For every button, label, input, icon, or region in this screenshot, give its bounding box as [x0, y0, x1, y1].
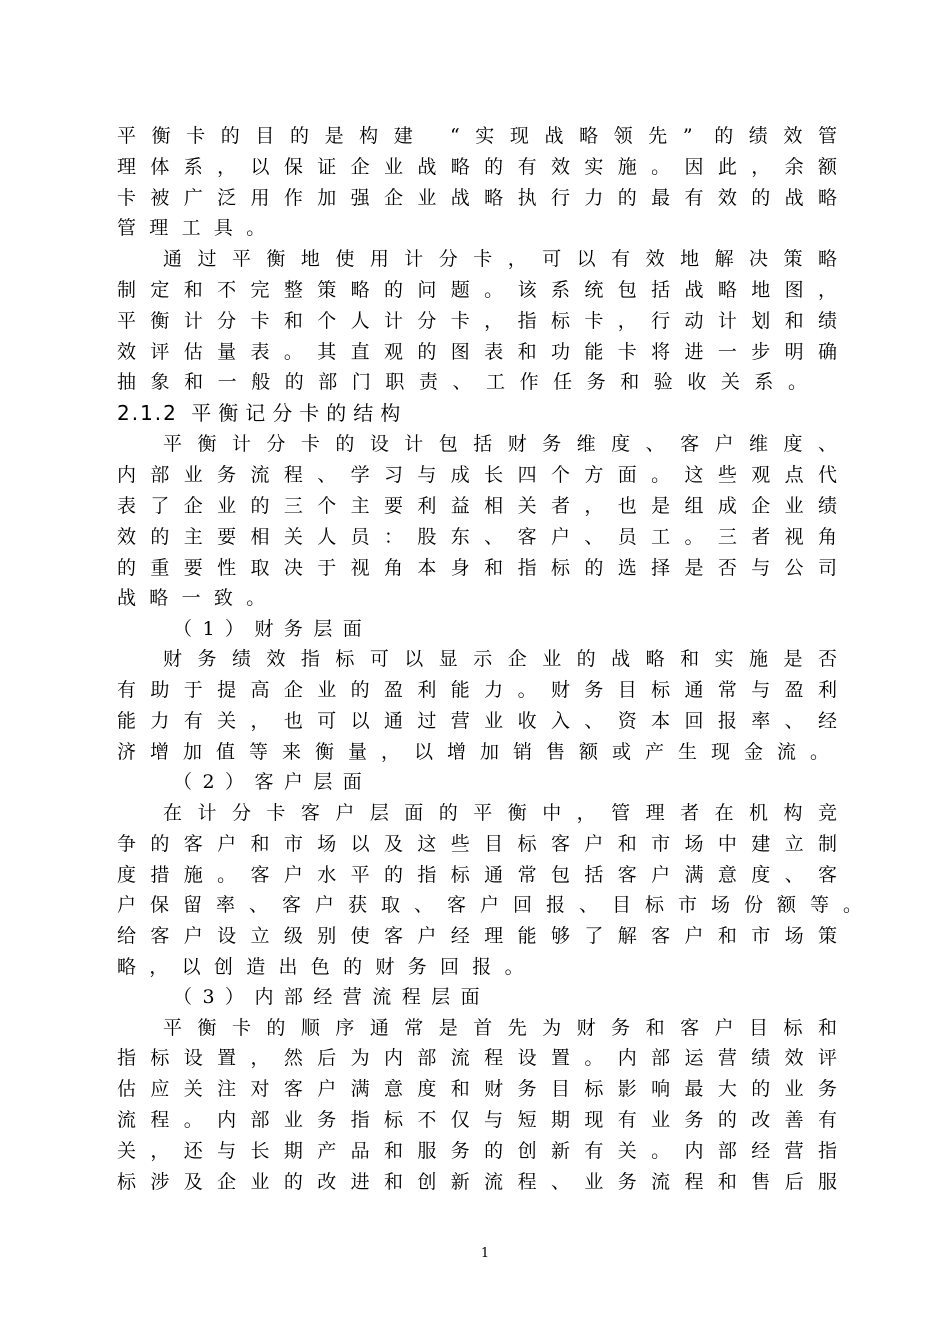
paragraph-2-line-5: 抽象和一般的部门职责、工作任务和验收关系。	[117, 371, 807, 393]
paragraph-2-line-1: 通过平衡地使用计分卡，可以有效地解决策略	[163, 248, 837, 270]
section-title: 平衡记分卡的结构	[191, 401, 408, 425]
paragraph-1-line-3: 卡被广泛用作加强企业战略执行力的最有效的战略	[117, 187, 837, 209]
paragraph-1-line-4: 管理工具。	[117, 217, 279, 239]
paragraph-5-line-5: 给客户设立级别使客户经理能够了解客户和市场策	[117, 925, 837, 947]
paragraph-5-line-4: 户保留率、客户获取、客户回报、目标市场份额等。	[117, 894, 862, 916]
paragraph-3-line-3: 表了企业的三个主要利益相关者，也是组成企业绩	[117, 495, 837, 517]
paragraph-3-line-6: 战略一致。	[117, 587, 279, 609]
paragraph-3-line-1: 平衡计分卡的设计包括财务维度、客户维度、	[163, 433, 837, 455]
paragraph-5-line-3: 度措施。客户水平的指标通常包括客户满意度、客	[117, 864, 837, 886]
paragraph-1-line-2: 理体系，以保证企业战略的有效实施。因此，余额	[117, 156, 837, 178]
paragraph-6-line-2: 指标设置，然后为内部流程设置。内部运营绩效评	[117, 1047, 837, 1069]
paragraph-3-line-5: 的重要性取决于视角本身和指标的选择是否与公司	[117, 557, 837, 579]
paragraph-5-line-6: 略，以创造出色的财务回报。	[117, 956, 537, 978]
paragraph-6-line-1: 平衡卡的顺序通常是首先为财务和客户目标和	[163, 1017, 837, 1039]
section-heading	[117, 398, 407, 428]
paragraph-1-line-1: 平衡卡的目的是构建 “实现战略领先” 的绩效管	[117, 125, 837, 147]
paragraph-4-line-4: 济增加值等来衡量，以增加销售额或产生现金流。	[117, 741, 829, 763]
paragraph-6-line-4: 流程。内部业务指标不仅与短期现有业务的改善有	[117, 1109, 837, 1131]
section-number: 2.1.2	[117, 401, 178, 425]
paragraph-5-line-2: 争的客户和市场以及这些目标客户和市场中建立制	[117, 833, 837, 855]
paragraph-6-line-3: 估应关注对客户满意度和财务目标影响最大的业务	[117, 1078, 837, 1100]
page-number: 1	[480, 1246, 490, 1261]
paragraph-6-line-6: 标涉及企业的改进和创新流程、业务流程和售后服	[117, 1171, 837, 1193]
paragraph-5-line-1: 在计分卡客户层面的平衡中，管理者在机构竞	[163, 802, 837, 824]
paragraph-6-line-5: 关，还与长期产品和服务的创新有关。内部经营指	[117, 1140, 837, 1162]
paragraph-3-line-2: 内部业务流程、学习与成长四个方面。这些观点代	[117, 464, 837, 486]
subheading-financial: （1）财务层面	[173, 618, 373, 640]
paragraph-4-line-3: 能力有关，也可以通过营业收入、资本回报率、经	[117, 710, 837, 732]
paragraph-2-line-4: 效评估量表。其直观的图表和功能卡将进一步明确	[117, 341, 837, 363]
paragraph-4-line-1: 财务绩效指标可以显示企业的战略和实施是否	[163, 648, 837, 670]
subheading-internal-process: （3）内部经营流程层面	[173, 986, 491, 1008]
paragraph-2-line-3: 平衡计分卡和个人计分卡，指标卡，行动计划和绩	[117, 310, 837, 332]
paragraph-2-line-2: 制定和不完整策略的问题。该系统包括战略地图，	[117, 279, 837, 301]
paragraph-4-line-2: 有助于提高企业的盈利能力。财务目标通常与盈利	[117, 679, 837, 701]
paragraph-3-line-4: 效的主要相关人员：股东、客户、员工。三者视角	[117, 526, 837, 548]
subheading-customer: （2）客户层面	[173, 771, 373, 793]
